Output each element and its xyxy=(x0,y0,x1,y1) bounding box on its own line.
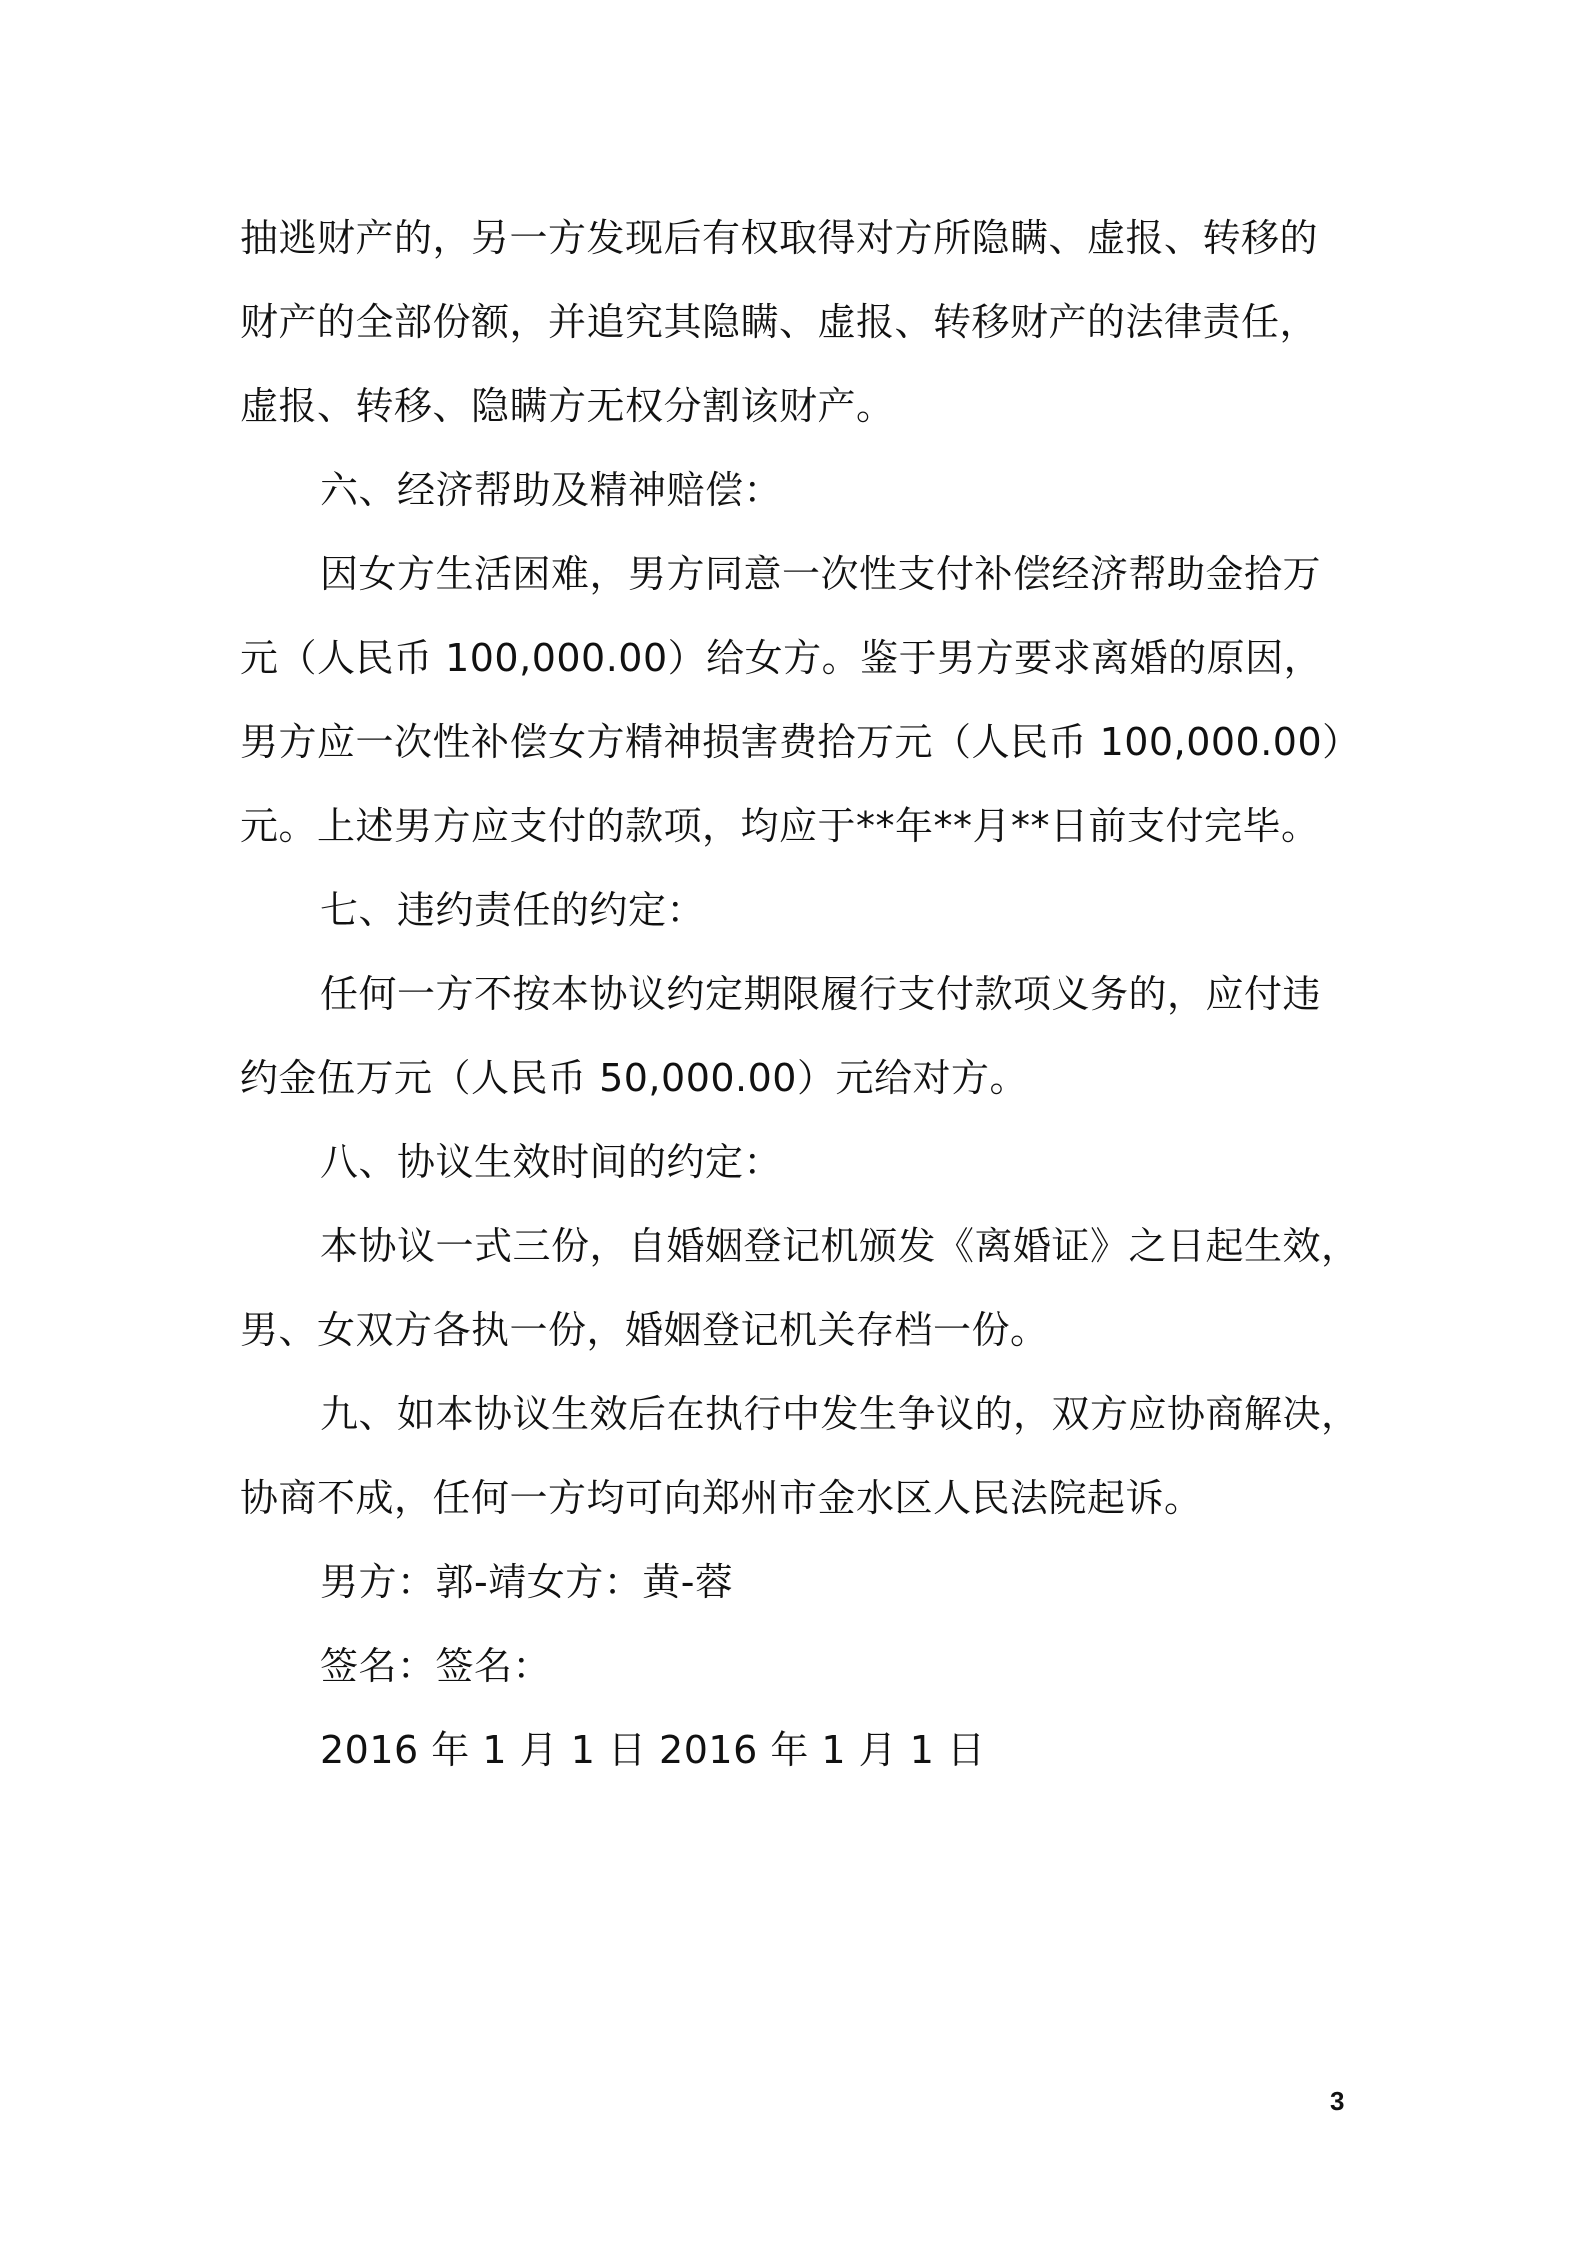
section-heading-seven: 七、违约责任的约定： xyxy=(320,888,706,932)
body-line: 抽逃财产的，另一方发现后有权取得对方所隐瞒、虚报、转移的 xyxy=(240,216,1319,260)
parties-line: 男方：郭-靖女方：黄-蓉 xyxy=(320,1560,734,1604)
section-heading-six: 六、经济帮助及精神赔偿： xyxy=(320,468,783,512)
body-line: 本协议一式三份，自婚姻登记机颁发《离婚证》之日起生效， xyxy=(320,1224,1360,1268)
page-number: 3 xyxy=(1330,2086,1345,2116)
date-line: 2016 年 1 月 1 日 2016 年 1 月 1 日 xyxy=(320,1728,986,1772)
body-line: 虚报、转移、隐瞒方无权分割该财产。 xyxy=(240,384,895,428)
body-line: 协商不成，任何一方均可向郑州市金水区人民法院起诉。 xyxy=(240,1476,1203,1520)
body-line: 因女方生活困难，男方同意一次性支付补偿经济帮助金拾万 xyxy=(320,552,1322,596)
body-line: 约金伍万元（人民币 50,000.00）元给对方。 xyxy=(240,1056,1028,1100)
body-line: 男方应一次性补偿女方精神损害费拾万元（人民币 100,000.00） xyxy=(240,720,1361,764)
section-heading-nine: 九、如本协议生效后在执行中发生争议的，双方应协商解决， xyxy=(320,1392,1360,1436)
body-line: 财产的全部份额，并追究其隐瞒、虚报、转移财产的法律责任， xyxy=(240,300,1319,344)
body-line: 元。上述男方应支付的款项，均应于**年**月**日前支付完毕。 xyxy=(240,804,1320,848)
body-line: 男、女双方各执一份，婚姻登记机关存档一份。 xyxy=(240,1308,1049,1352)
signature-line: 签名：签名： xyxy=(320,1644,552,1688)
body-line: 元（人民币 100,000.00）给女方。鉴于男方要求离婚的原因， xyxy=(240,636,1323,680)
section-heading-eight: 八、协议生效时间的约定： xyxy=(320,1140,783,1184)
document-body xyxy=(240,196,1361,1792)
body-line: 任何一方不按本协议约定期限履行支付款项义务的，应付违 xyxy=(320,972,1322,1016)
